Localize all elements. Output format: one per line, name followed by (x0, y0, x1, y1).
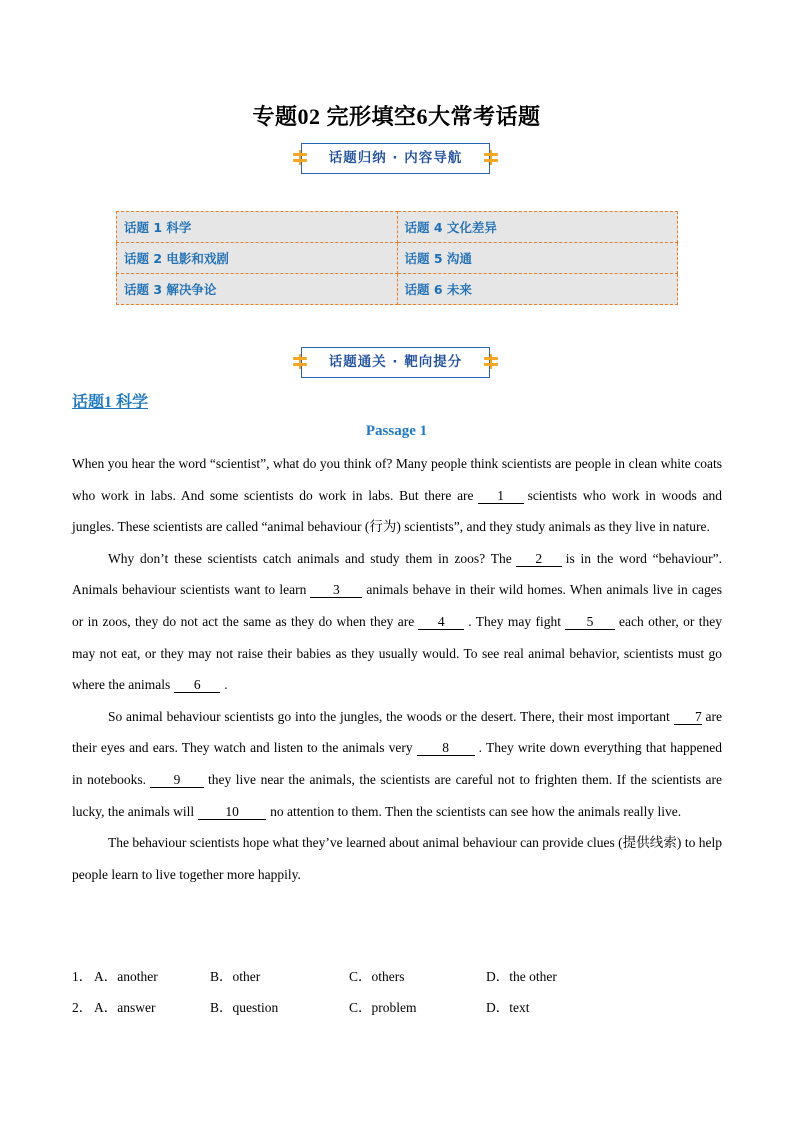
blank-8: 8 (417, 740, 475, 756)
blank-7: 7 (674, 709, 702, 725)
passage-body (72, 448, 722, 890)
toc-item[interactable]: 话题 3 解决争论 (117, 274, 398, 305)
blank-1: 1 (478, 488, 524, 504)
toc-item[interactable]: 话题 5 沟通 (397, 243, 678, 274)
toc-item[interactable]: 话题 2 电影和戏剧 (117, 243, 398, 274)
option-a[interactable]: A．another (94, 969, 158, 984)
option-b[interactable]: B．other (210, 969, 261, 984)
question-number: 2． (72, 1000, 93, 1015)
question-row (72, 965, 722, 985)
banner-decoration-icon (293, 357, 307, 369)
banner-decoration-icon (484, 153, 498, 165)
option-c[interactable]: C．problem (349, 1000, 417, 1015)
blank-5: 5 (565, 614, 615, 630)
paragraph: When you hear the word “scientist”, what do you think of? Many people think scientists are people in clean white coats who work in labs. And some scientists do work in labs. But there are 1 scientists who work in woods and jungles. These scientists are called “animal behaviour (行为) scientists”, and they study animals as they live in nature. (72, 456, 722, 535)
paragraph: The behaviour scientists hope what they’ve learned about animal behaviour can provide clues (提供线索) to help people learn to live together more happily. (72, 835, 722, 882)
banner-topic-summary (301, 143, 490, 174)
blank-3: 3 (310, 582, 362, 598)
passage-title: Passage 1 (365, 423, 428, 439)
blank-2: 2 (516, 551, 562, 567)
option-c[interactable]: C．others (349, 969, 405, 984)
page-title: 专题02 完形填空6大常考话题 (252, 104, 541, 129)
question-row (72, 996, 722, 1016)
paragraph: Why don’t these scientists catch animals and study them in zoos? The 2 is in the word “behaviour”. Animals behaviour scientists want to learn 3 animals behave in their wild homes. When animals live in cages or in zoos, they do not act the same as they do when they are 4 . They may fight 5 each other, or they may not eat, or they may not raise their babies as they usually would. To see real animal behavior, scientists must go where the animals 6 . (72, 550, 722, 693)
option-a[interactable]: A．answer (94, 1000, 156, 1015)
blank-4: 4 (418, 614, 464, 630)
banner-decoration-icon (484, 357, 498, 369)
option-d[interactable]: D．text (486, 1000, 530, 1015)
topic-table (116, 211, 678, 305)
banner-topic-practice (301, 347, 490, 378)
banner-decoration-icon (293, 153, 307, 165)
banner-label: 话题归纳 · 内容导航 (328, 150, 463, 166)
section-heading[interactable]: 话题1 科学 (72, 394, 149, 411)
option-b[interactable]: B．question (210, 1000, 279, 1015)
option-d[interactable]: D．the other (486, 969, 557, 984)
toc-item[interactable]: 话题 4 文化差异 (397, 212, 678, 243)
paragraph: So animal behaviour scientists go into the jungles, the woods or the desert. There, their most important 7 are their eyes and ears. They watch and listen to the animals very 8 . They write down everything that happened in notebooks. 9 they live near the animals, the scientists are careful not to frighten them. If the scientists are lucky, the animals will 10 no attention to them. Then the scientists can see how the animals really live. (72, 708, 723, 819)
blank-9: 9 (150, 772, 204, 788)
toc-item[interactable]: 话题 6 未来 (397, 274, 678, 305)
question-number: 1． (72, 969, 93, 984)
banner-label: 话题通关 · 靶向提分 (328, 354, 463, 370)
blank-6: 6 (174, 677, 220, 693)
blank-10: 10 (198, 804, 266, 820)
toc-item[interactable]: 话题 1 科学 (117, 212, 398, 243)
